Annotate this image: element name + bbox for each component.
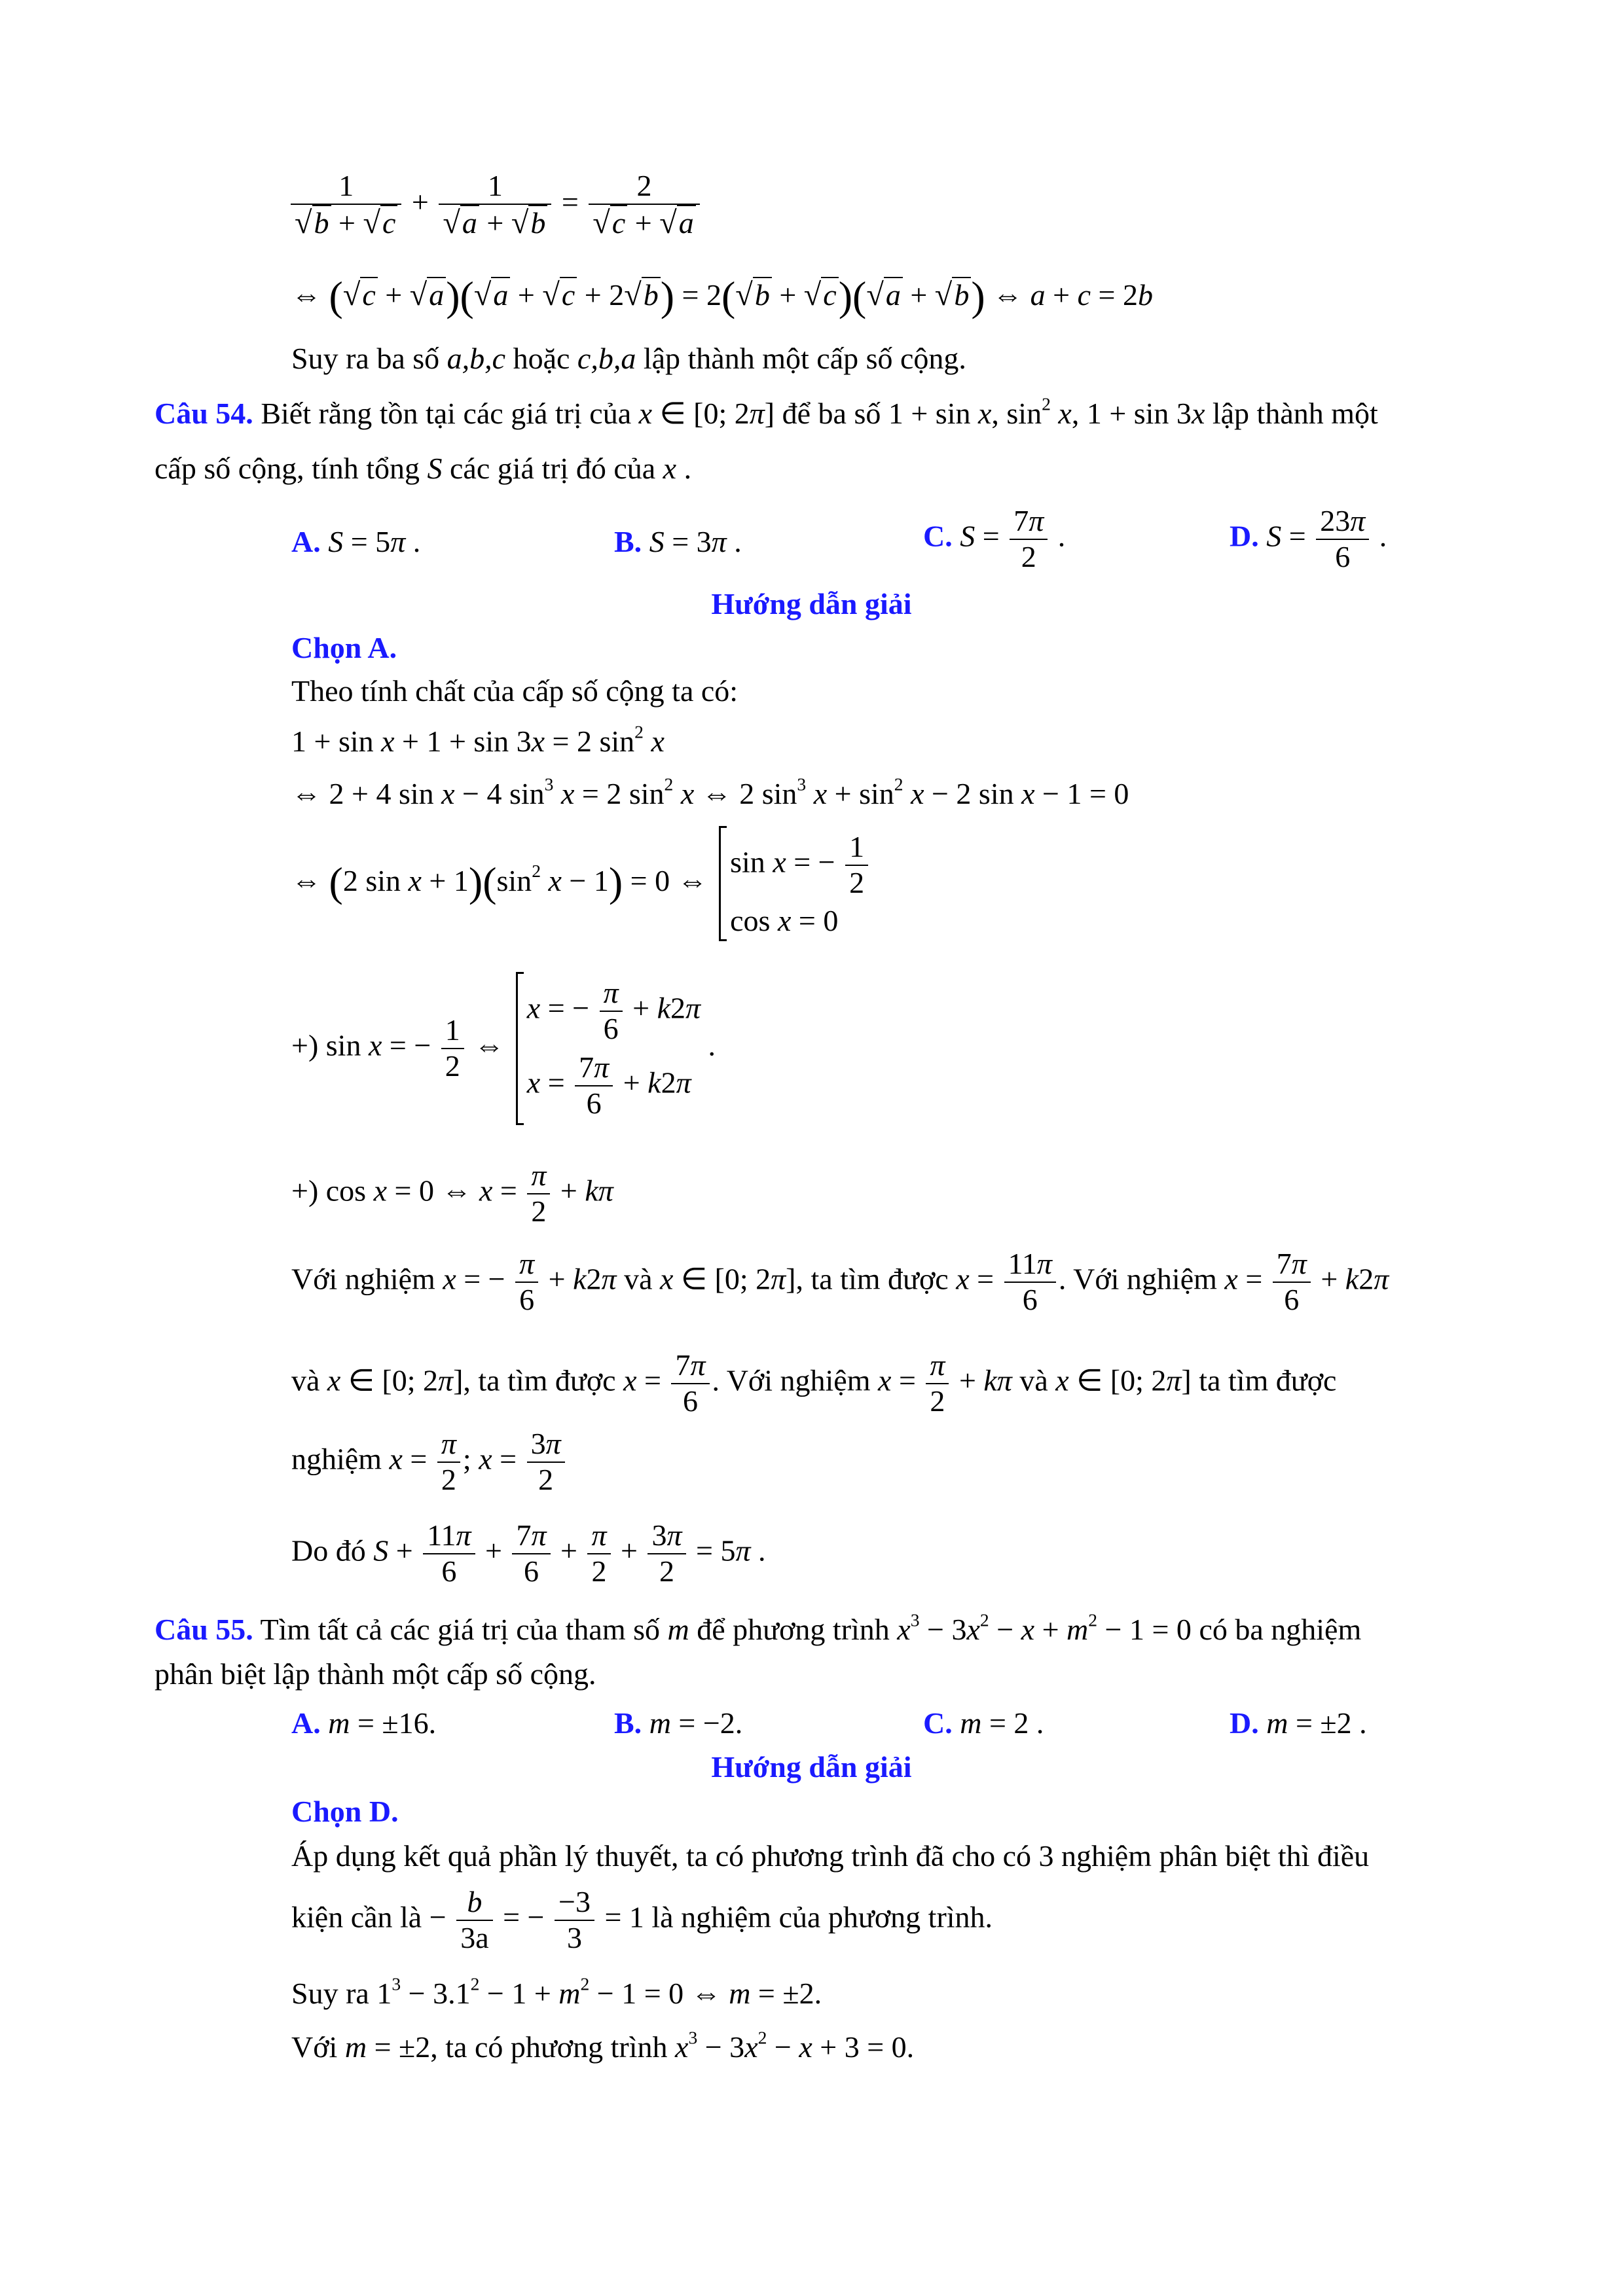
solution-54-case-cos: +) cos x = 0 ⇔ x = $\frac{\pi}{2}$ + kπ xyxy=(291,1158,613,1228)
solution-54-case-sin: +) sin x = − $\frac{1}{2}$ ⇔ x = − $\frac{\pi}{6}$ + k2π x = $\frac{7\pi}{6}$ + k2π . xyxy=(291,972,716,1125)
solution-54-roots-1: Với nghiệm x = − $\frac{\pi}{6}$ + k2π và x ∈ [0; 2π], ta tìm được x = $\frac{11\pi}{6}$ . Với nghiệm x = $\frac{7\pi}{6}$ + k2π xyxy=(291,1247,1389,1316)
conclusion-line: Suy ra ba số a,b,c hoặc c,b,a lập thành một cấp số cộng. xyxy=(291,342,966,375)
solution-heading-55: Hướng dẫn giải xyxy=(711,1750,912,1784)
equation-line-2: ⇔ (√c + √a)(√a + √c + 2√b) = 2(√b + √c)(√a + √b) ⇔ a + c = 2b xyxy=(291,273,1153,319)
solution-54-eq-3: ⇔ (2 $\sin x + 1)(\sin^2$ x − 1) = 0 ⇔ sin x = − $\frac{1}{2}$ cos x = 0 xyxy=(291,826,871,941)
solution-55-line-apply: Áp dụng kết quả phần lý thuyết, ta có phương trình đã cho có 3 nghiệm phân biệt thì điều xyxy=(291,1839,1370,1873)
option-55-c: C. m = 2 . xyxy=(923,1706,1044,1740)
option-54-c: C. S = $\frac{7\pi}{2}$ . xyxy=(923,504,1066,573)
solution-55-line-cond: kiện cần là − $\frac{b}{3a}$ = − $\frac{-3}{3}$ = 1 là nghiệm của phương trình. xyxy=(291,1885,993,1954)
question-54-line-2: cấp số cộng, tính tổng S các giá trị đó của x . xyxy=(155,452,692,485)
solution-heading-54: Hướng dẫn giải xyxy=(711,587,912,620)
answer-54: Chọn A. xyxy=(291,631,397,664)
solution-54-eq-1: 1 + sin x + 1 + sin 3x = 2 $\sin^2 x$ xyxy=(291,721,665,758)
solution-54-line-theo: Theo tính chất của cấp số cộng ta có: xyxy=(291,674,739,708)
option-55-b: B. m = −2. xyxy=(614,1706,743,1740)
question-54-line-1: Câu 54. Biết rằng tồn tại các giá trị của x ∈ [0; 2π] để ba số 1 + sin x, $\sin^2 x$, 1 + sin 3x lập thành một xyxy=(155,393,1378,430)
option-54-d: D. S = $\frac{23\pi}{6}$ . xyxy=(1230,504,1387,573)
option-54-a: A. S = 5π . xyxy=(291,525,421,558)
solution-54-sum: Do đó S + $\frac{11\pi}{6}$ + $\frac{7\pi}{6}$ + $\frac{\pi}{2}$ + $\frac{3\pi}{2}$ = 5π . xyxy=(291,1518,766,1588)
question-55-line-2: phân biệt lập thành một cấp số cộng. xyxy=(155,1657,596,1691)
question-55-label: Câu 55. xyxy=(155,1613,253,1646)
option-55-a: A. m = ±16. xyxy=(291,1706,437,1740)
option-54-b: B. S = 3π . xyxy=(614,525,742,558)
solution-54-eq-2: ⇔ 2 + 4 sin x − 4 $\sin^3 x = 2$ $\sin^2 x$ ⇔ 2 $\sin^3 x + \sin^2 x - 2$ sin x − 1 = 0 xyxy=(291,774,1129,810)
answer-55: Chọn D. xyxy=(291,1795,399,1828)
solution-54-roots-2: và x ∈ [0; 2π], ta tìm được x = $\frac{7\pi}{6}$ . Với nghiệm x = $\frac{\pi}{2}$ + kπ và x ∈ [0; 2π] ta tìm được xyxy=(291,1348,1337,1418)
solution-55-line-suyra: Suy ra $1^3 - 3.1^2 - 1 + m^2 - 1 = 0$ ⇔ m = ±2. xyxy=(291,1973,822,2010)
equation-line-1: $\frac{1}{√b + √c}$ + $\frac{1}{√a + √b}$ = $\frac{2}{√c + √a}$ xyxy=(288,169,702,241)
solution-54-roots-3: nghiệm x = $\frac{\pi}{2}$ ; x = $\frac{3\pi}{2}$ xyxy=(291,1427,568,1498)
question-54-label: Câu 54. xyxy=(155,397,253,430)
question-55-line-1: Câu 55. Tìm tất cả các giá trị của tham số m để phương trình $x^3 - 3x^2 - x + m^2 - 1 = 0$ có ba nghiệm xyxy=(155,1609,1362,1646)
option-55-d: D. m = ±2 . xyxy=(1230,1706,1367,1740)
solution-55-line-voi: Với m = ±2, ta có phương trình $x^3 - 3x^2 - x + 3 = 0$. xyxy=(291,2027,915,2064)
